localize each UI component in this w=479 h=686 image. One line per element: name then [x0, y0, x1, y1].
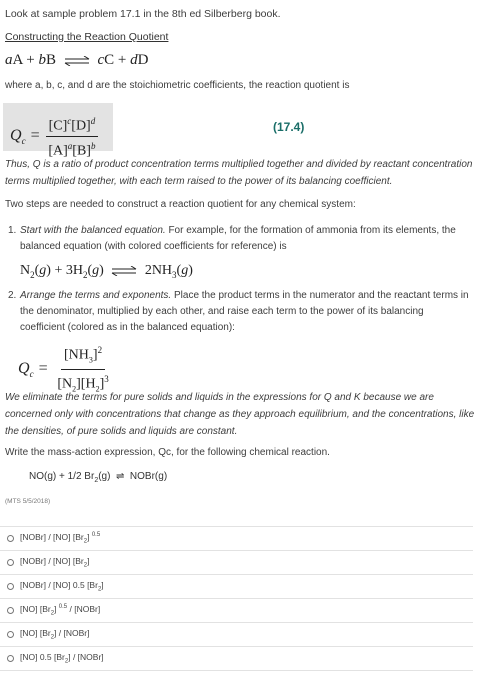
- equation-number: (17.4): [273, 120, 305, 134]
- paragraph-eliminate: [5, 389, 475, 440]
- qc-general-fraction: [45, 113, 98, 159]
- radio-icon[interactable]: [7, 631, 14, 638]
- general-equation-rhs: cC + dD: [97, 52, 149, 68]
- section-heading: Constructing the Reaction Quotient: [5, 31, 169, 43]
- equilibrium-arrow-icon: [111, 266, 137, 276]
- general-equation: [5, 52, 148, 69]
- step-2: [8, 288, 470, 336]
- answer-option[interactable]: [0, 646, 473, 671]
- qc-ammonia-lhs: $Q_c$ =: [18, 360, 49, 380]
- step-1-text: For example, for the formation of ammonia from its elements, the balanced equation (with colored coefficients for reference) is: [20, 225, 456, 252]
- ammonia-equation: $N_2(g) + 3H_2(g)$ $2NH_3(g)$: [20, 263, 193, 280]
- paragraph-two-steps: Two steps are needed to construct a reaction quotient for any chemical system:: [5, 199, 356, 210]
- answer-options: [0, 526, 473, 671]
- step-2-text: Place the product terms in the numerator and the reactant terms in the denominator, multiplied by each other, and raise each term to the power of its balancing coefficient (colored as in the balanced equation):: [20, 290, 469, 333]
- general-equation-lhs: aA + bB: [5, 52, 56, 68]
- option-label: [NO] 0.5 $[Br_2]$ / [NOBr]: [20, 652, 104, 665]
- meta-stamp: (MTS 5/5/2018): [5, 498, 51, 505]
- answer-option[interactable]: [0, 622, 473, 646]
- answer-option[interactable]: [0, 598, 473, 622]
- radio-icon[interactable]: [7, 535, 14, 542]
- answer-option[interactable]: [0, 574, 473, 598]
- paragraph-thus: Thus, Q is a ratio of product concentration terms multiplied together and divided by reactant concentration terms multiplied together, with each term raised to the power of its balancing coefficient.: [5, 159, 473, 187]
- step-1-title: Start with the balanced equation.: [20, 225, 166, 236]
- qc-ammonia-numerator: $[NH_3]^2$: [61, 342, 105, 370]
- step-2-number: 2.: [8, 290, 17, 301]
- radio-icon[interactable]: [7, 559, 14, 566]
- radio-icon[interactable]: [7, 583, 14, 590]
- paragraph-eliminate-text: We eliminate the terms for pure solids and liquids in the expressions for Q and K because we are concerned only with concentrations that change as they approach equilibrium, and the concentrations, like the densities, of pure solids and liquids are constant.: [5, 392, 475, 437]
- option-label: [NOBr] / [NO] 0.5 $[Br_2]$: [20, 580, 104, 593]
- step-2-title: Arrange the terms and exponents.: [20, 290, 172, 301]
- radio-icon[interactable]: [7, 607, 14, 614]
- qc-general-box: [3, 103, 113, 159]
- answer-option[interactable]: [0, 526, 473, 550]
- option-label: [NO] $[Br_2]$ / [NOBr]: [20, 628, 90, 641]
- qc-general-numerator: $[C]^c[D]^d$: [46, 113, 99, 137]
- option-label: [NOBr] / [NO] $[Br_2]$ $^{0.5}$: [20, 532, 101, 545]
- qc-general-lhs: $Q_c$ =: [10, 126, 41, 146]
- radio-icon[interactable]: [7, 655, 14, 662]
- reaction-equation: NO(g) + 1/2 $Br_2(g)$ ⇌ NOBr(g): [29, 471, 168, 484]
- qc-ammonia-denominator: $[N_2][H_2]^3$: [57, 374, 109, 394]
- step-1: [8, 223, 470, 255]
- option-label: [NOBr] / [NO] $[Br_2]$: [20, 556, 90, 569]
- step-1-number: 1.: [8, 225, 17, 236]
- option-label: [NO] $[Br_2]$ $^{0.5}$ / [NOBr]: [20, 604, 101, 617]
- question-text: Write the mass-action expression, Qc, for the following chemical reaction.: [5, 447, 330, 458]
- intro-text: Look at sample problem 17.1 in the 8th ed Silberberg book.: [5, 8, 281, 20]
- equilibrium-arrow-icon: [64, 56, 90, 66]
- answer-option[interactable]: [0, 550, 473, 574]
- coefficient-note: where a, b, c, and d are the stoichiometric coefficients, the reaction quotient is: [5, 80, 350, 91]
- qc-general-denominator: $[A]^a[B]^b$: [48, 140, 96, 159]
